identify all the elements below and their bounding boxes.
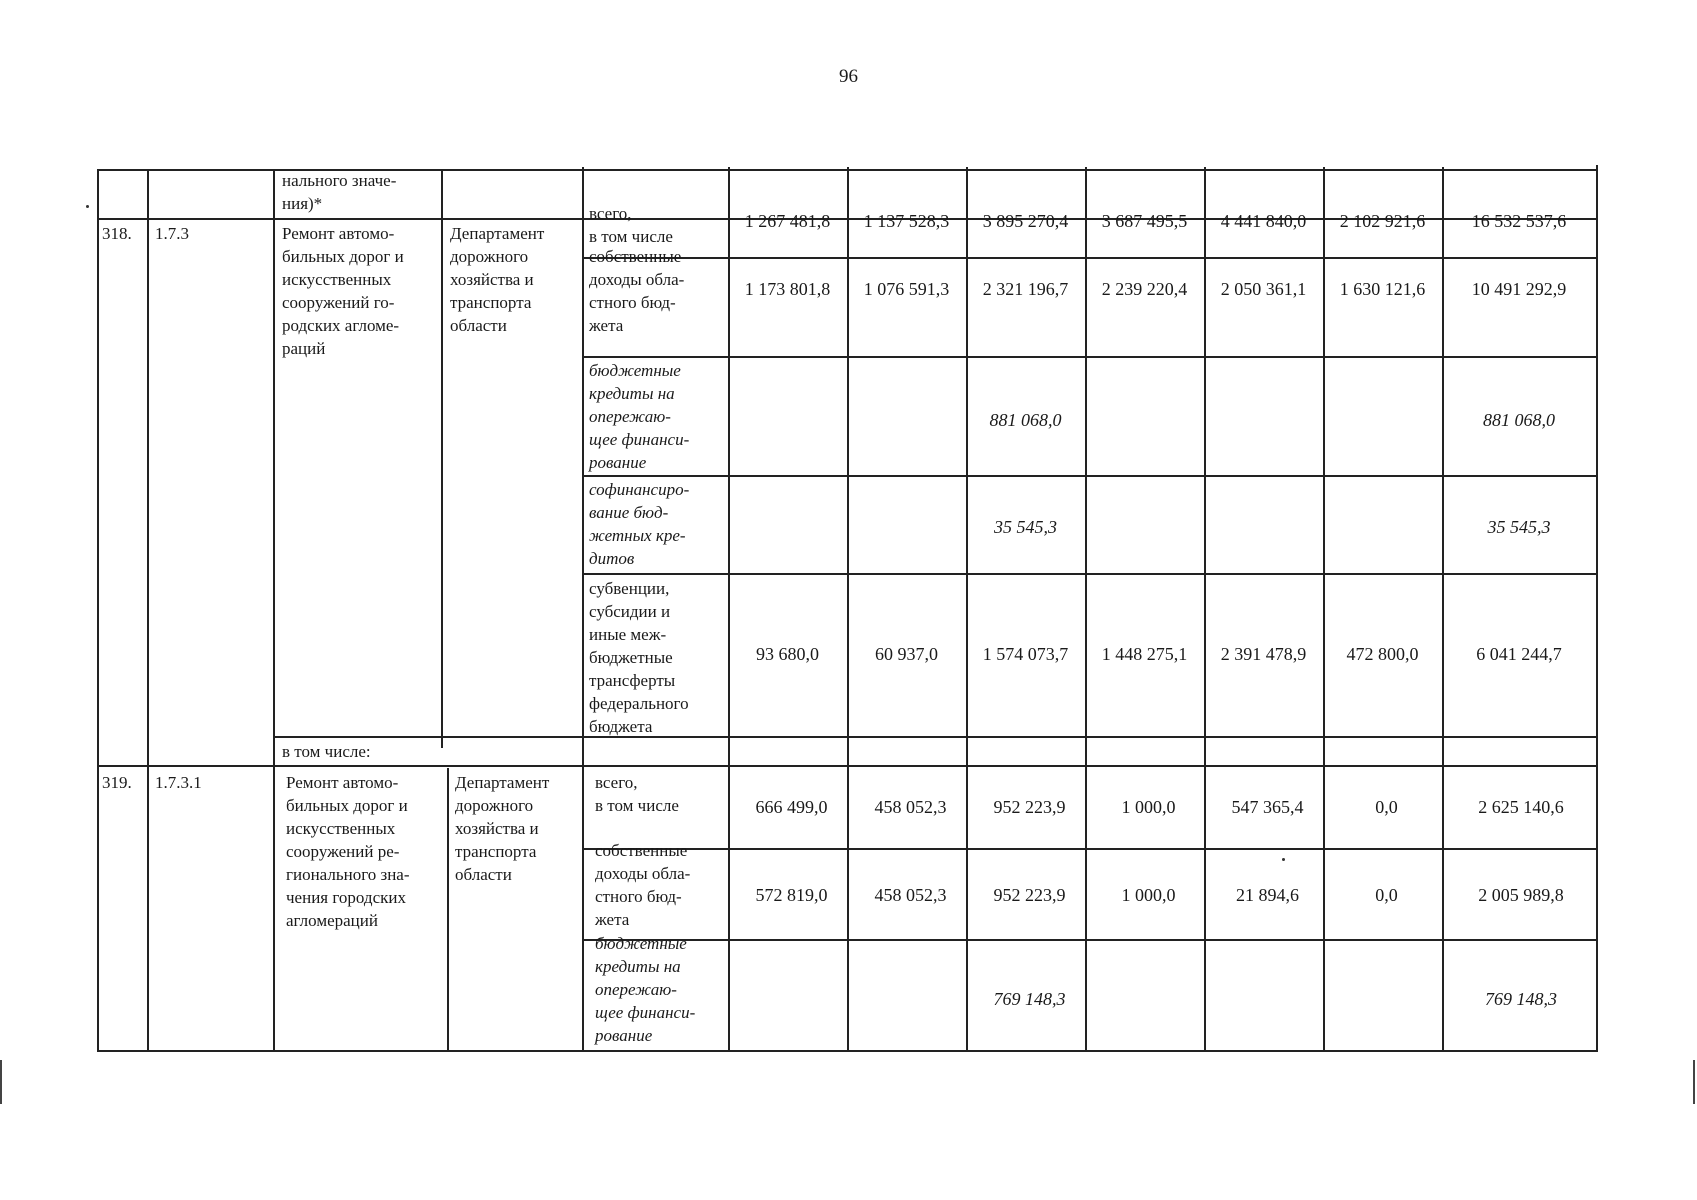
budget-table — [97, 165, 1598, 1052]
grid-line — [97, 1050, 1598, 1052]
page-number: 96 — [839, 66, 858, 87]
value-cell: 1 137 528,3 — [863, 211, 950, 231]
funding-source-label: бюджетные кредиты на опережаю- щее финанси- рование — [595, 934, 696, 1045]
grid-line — [147, 169, 149, 1052]
funding-source-label: софинансиро- вание бюд- жетных кре- дитов — [589, 480, 690, 568]
row-number: 318. — [102, 224, 132, 243]
value-cell-total: 2 005 989,8 — [1478, 885, 1564, 905]
grid-line — [582, 257, 1598, 259]
grid-line — [441, 169, 443, 748]
value-cell: 666 499,0 — [755, 797, 828, 817]
value-cell: 881 068,0 — [989, 410, 1062, 430]
value-cell: 952 223,9 — [993, 797, 1066, 817]
value-cell-total: 35 545,3 — [1487, 517, 1551, 537]
value-cell: 3 687 495,5 — [1101, 211, 1188, 231]
grid-line — [97, 765, 1598, 767]
continuation-title: нального значе- ния)* — [282, 171, 397, 213]
value-cell: 2 102 921,6 — [1339, 211, 1426, 231]
grid-line — [582, 848, 1598, 850]
value-cell: 2 321 196,7 — [982, 279, 1069, 299]
grid-line — [273, 736, 1598, 738]
value-cell: 1 448 275,1 — [1101, 644, 1188, 664]
value-cell: 769 148,3 — [993, 989, 1066, 1009]
value-cell: 3 895 270,4 — [982, 211, 1069, 231]
value-cell: 2 239 220,4 — [1101, 279, 1188, 299]
grid-line — [447, 768, 449, 1052]
value-cell-total: 16 532 537,6 — [1471, 211, 1567, 231]
value-cell: 458 052,3 — [874, 797, 947, 817]
value-cell-total: 2 625 140,6 — [1478, 797, 1564, 817]
grid-line — [97, 169, 99, 1052]
grid-line — [582, 167, 584, 1052]
scan-dot — [86, 205, 89, 208]
value-cell: 1 076 591,3 — [863, 279, 950, 299]
value-cell: 21 894,6 — [1236, 885, 1299, 905]
value-cell: 952 223,9 — [993, 885, 1066, 905]
grid-line — [582, 475, 1598, 477]
value-cell: 60 937,0 — [875, 644, 938, 664]
value-cell: 547 365,4 — [1231, 797, 1304, 817]
edge-mark — [1693, 1060, 1695, 1104]
funding-source-label: собственные доходы обла- стного бюд- жета — [589, 247, 685, 335]
item-code: 1.7.3.1 — [155, 773, 202, 792]
value-cell: 93 680,0 — [756, 644, 819, 664]
value-cell-total: 769 148,3 — [1485, 989, 1557, 1009]
value-cell: 1 267 481,8 — [744, 211, 831, 231]
value-cell: 35 545,3 — [994, 517, 1057, 537]
value-cell: 2 391 478,9 — [1220, 644, 1307, 664]
value-cell: 2 050 361,1 — [1220, 279, 1307, 299]
value-cell: 1 574 073,7 — [982, 644, 1069, 664]
value-cell: 572 819,0 — [755, 885, 828, 905]
value-cell: 0,0 — [1375, 885, 1398, 905]
funding-source-label: всего, в том числе — [595, 773, 679, 815]
department: Департамент дорожного хозяйства и транспорта области — [455, 773, 550, 884]
including-label: в том числе: — [282, 742, 371, 761]
value-cell-total: 881 068,0 — [1483, 410, 1555, 430]
scan-dot — [1282, 858, 1285, 861]
funding-source-label: бюджетные кредиты на опережаю- щее финанси- рование — [589, 361, 690, 472]
grid-line — [582, 356, 1598, 358]
value-cell-total: 10 491 292,9 — [1471, 279, 1567, 299]
grid-line — [582, 939, 1598, 941]
value-cell: 472 800,0 — [1346, 644, 1419, 664]
grid-line — [1596, 165, 1598, 1052]
edge-mark — [0, 1060, 2, 1104]
item-code: 1.7.3 — [155, 224, 189, 243]
funding-source-label: собственные доходы обла- стного бюд- жета — [595, 841, 691, 929]
funding-source-label: субвенции, субсидии и иные меж- бюджетные трансферты федерального бюджета — [589, 579, 689, 736]
grid-line — [582, 573, 1598, 575]
grid-line — [273, 169, 275, 1052]
value-cell: 458 052,3 — [874, 885, 947, 905]
value-cell: 0,0 — [1375, 797, 1398, 817]
value-cell: 1 000,0 — [1121, 885, 1176, 905]
value-cell-total: 6 041 244,7 — [1476, 644, 1562, 664]
row-number: 319. — [102, 773, 132, 792]
value-cell: 1 000,0 — [1121, 797, 1176, 817]
item-name: Ремонт автомо- бильных дорог и искусственных сооружений ре- гионального зна- чения городских агломераций — [286, 773, 410, 930]
item-name: Ремонт автомо- бильных дорог и искусственных сооружений го- родских агломе- раций — [282, 224, 404, 358]
value-cell: 1 630 121,6 — [1339, 279, 1426, 299]
value-cell: 4 441 840,0 — [1220, 211, 1307, 231]
department: Департамент дорожного хозяйства и транспорта области — [450, 224, 545, 335]
value-cell: 1 173 801,8 — [744, 279, 831, 299]
funding-source-label: всего, в том числе — [589, 204, 673, 246]
